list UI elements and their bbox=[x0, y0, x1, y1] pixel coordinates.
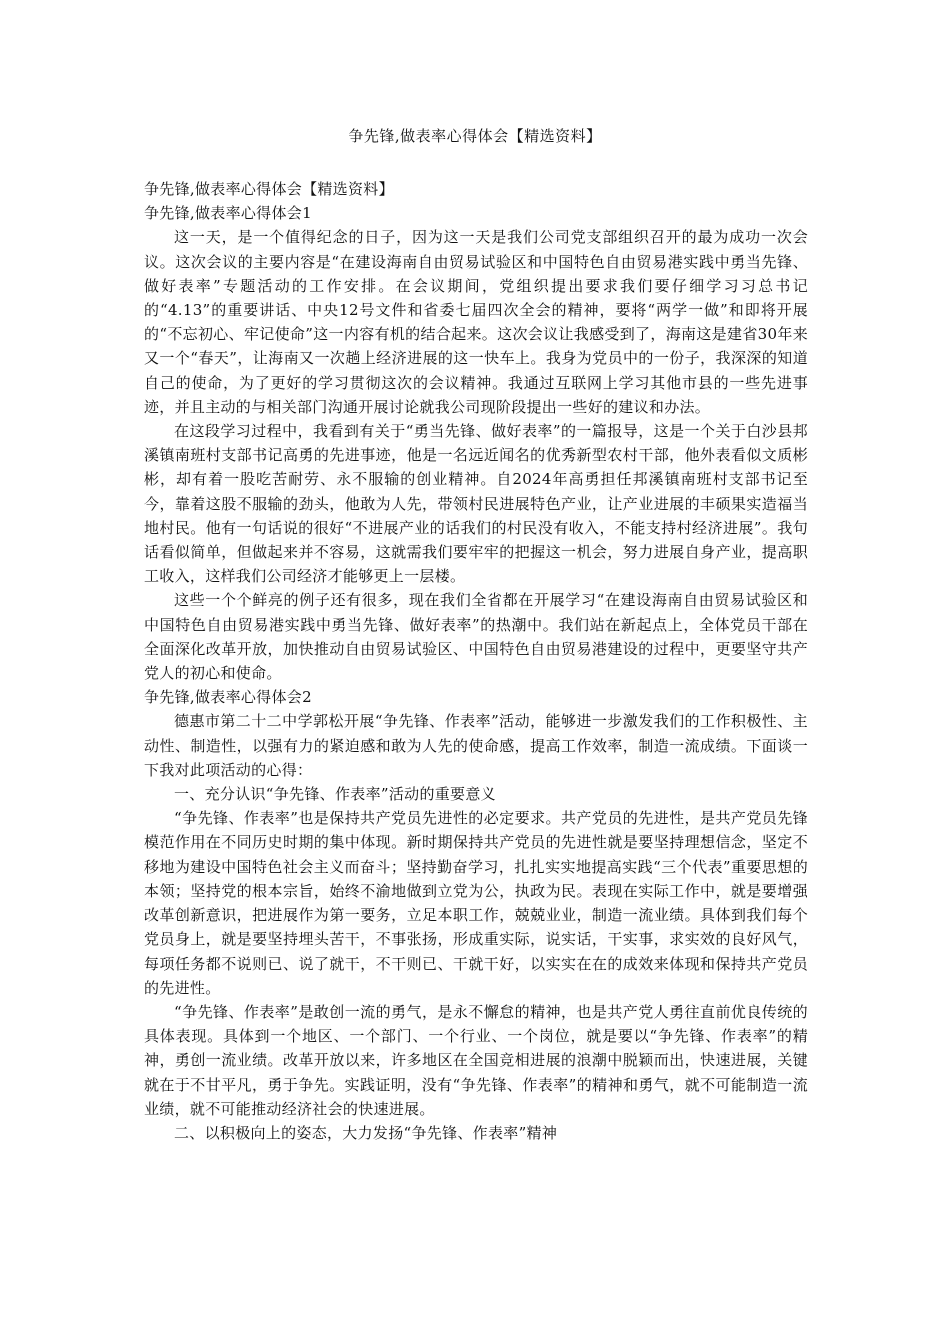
subsection-heading: 二、以积极向上的姿态，大力发扬“争先锋、作表率”精神 bbox=[174, 1123, 558, 1142]
section-heading: 争先锋,做表率心得体会1 bbox=[144, 204, 312, 223]
document-title: 争先锋,做表率心得体会【精选资料】 bbox=[348, 127, 602, 145]
body-paragraph: 这些一个个鲜亮的例子还有很多，现在我们全省都在开展学习“在建设海南自由贸易试验区和中国特色自由贸易港实践中勇当先锋、做好表率”的热潮中。我们站在新起点上，全体党员干部在全面深化改革开放，加快推动自由贸易试验区、中国特色自由贸易港建设的过程中，更要坚守共产党人的初心和使命。 bbox=[144, 591, 808, 683]
document-body bbox=[144, 177, 808, 1145]
subsection-heading: 一、充分认识“争先锋、作表率”活动的重要意义 bbox=[174, 785, 496, 804]
section-heading: 争先锋,做表率心得体会【精选资料】 bbox=[144, 180, 394, 198]
body-paragraph: “争先锋、作表率”是敢创一流的勇气，是永不懈怠的精神，也是共产党人勇往直前优良传统的具体表现。具体到一个地区、一个部门、一个行业、一个岗位，就是要以“争先锋、作表率”的精神，勇创一流业绩。改革开放以来，许多地区在全国竞相进展的浪潮中脱颖而出，快速进展，关键就在于不甘平凡，勇于争先。实践证明，没有“争先锋、作表率”的精神和勇气，就不可能制造一流业绩，就不可能推动经济社会的快速进展。 bbox=[144, 1002, 808, 1118]
body-paragraph: “争先锋、作表率”也是保持共产党员先进性的必定要求。共产党员的先进性，是共产党员先锋模范作用在不同历史时期的集中体现。新时期保持共产党员的先进性就是要坚持理想信念，坚定不移地为建设中国特色社会主义而奋斗；坚持勤奋学习，扎扎实实地提高实践“三个代表”重要思想的本领；坚持党的根本宗旨，始终不渝地做到立党为公，执政为民。表现在实际工作中，就是要增强改革创新意识，把进展作为第一要务，立足本职工作，兢兢业业，制造一流业绩。具体到我们每个党员身上，就是要坚持埋头苦干，不事张扬，形成重实际，说实话，干实事，求实效的良好风气，每项任务都不说则已、说了就干，不干则已、干就干好，以实实在在的成效来体现和保持共产党员的先进性。 bbox=[144, 809, 808, 997]
body-paragraph: 在这段学习过程中，我看到有关于“勇当先锋、做好表率”的一篇报导，这是一个关于白沙县邦溪镇南班村支部书记高勇的先进事迹，他是一名远近闻名的优秀新型农村干部，他外表看似文质彬彬，却有着一股吃苦耐劳、永不服输的创业精神。自2024年高勇担任邦溪镇南班村支部书记至今，靠着这股不服输的劲头，他敢为人先，带领村民进展特色产业，让产业进展的丰硕果实造福当地村民。他有一句话说的很好“不进展产业的话我们的村民没有收入，不能支持村经济进展”。我句话看似简单，但做起来并不容易，这就需我们要牢牢的把握这一机会，努力进展自身产业，提高职工收入，这样我们公司经济才能够更上一层楼。 bbox=[144, 422, 808, 586]
section-heading: 争先锋,做表率心得体会2 bbox=[144, 688, 312, 707]
body-paragraph: 德惠市第二十二中学郭松开展“争先锋、作表率”活动，能够进一步激发我们的工作积极性、主动性、制造性，以强有力的紧迫感和敢为人先的使命感，提高工作效率，制造一流成绩。下面谈一下我对此项活动的心得： bbox=[144, 712, 808, 779]
body-paragraph: 这一天，是一个值得纪念的日子，因为这一天是我们公司党支部组织召开的最为成功一次会议。这次会议的主要内容是“在建设海南自由贸易试验区和中国特色自由贸易港实践中勇当先锋、做好表率”专题活动的工作安排。在会议期间，党组织提出要求我们要仔细学习习总书记的“4.13”的重要讲话、中央12号文件和省委七届四次全会的精神，要将“两学一做”和即将开展的“不忘初心、牢记使命”这一内容有机的结合起来。这次会议让我感受到了，海南这是建省30年来又一个“春天”，让海南又一次趟上经济进展的这一快车上。我身为党员中的一份子，我深深的知道自己的使命，为了更好的学习贯彻这次的会议精神。我通过互联网上学习其他市县的一些先进事迹，并且主动的与相关部门沟通开展讨论就我公司现阶段提出一些好的建议和办法。 bbox=[144, 228, 808, 416]
